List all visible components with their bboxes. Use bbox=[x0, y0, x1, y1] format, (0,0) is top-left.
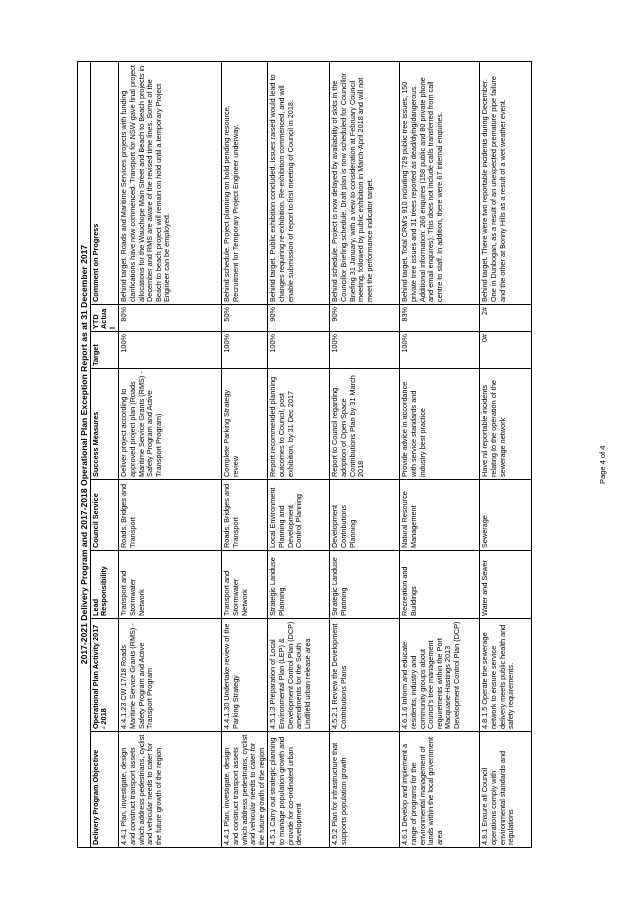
lead-cell: Recreation and Buildings bbox=[400, 551, 480, 619]
lead-cell: Strategic Landuse Planning bbox=[268, 551, 330, 619]
report-title: 2017-2021 Delivery Program and 2017-2018 Operational Plan Exception Report as at 31 December 2017 bbox=[78, 61, 91, 847]
ytd-cell: 90% bbox=[330, 305, 400, 332]
activity-cell: 4.5.2.1 Review the Development Contributions Plans bbox=[330, 619, 400, 732]
measures-cell: Report recommended planning outcomes to Council, post exhibition, by 31 Dec 2017 bbox=[268, 369, 330, 480]
lead-cell: Transport and Stormwater Network bbox=[119, 551, 222, 619]
header-row bbox=[90, 61, 119, 847]
measures-cell: Provide advice in accordance with service standards and industry best practice bbox=[400, 369, 480, 480]
service-cell: Local Environment Planning and Development Control Planning bbox=[268, 480, 330, 551]
comment-cell: Behind target. Total CRM's 910 including 729 public tree issues, 150 private tree issues and 31 trees reported as dead/dying/dangerous. Additional information: 266 enquires (158 public and 80 private phone and email enquires). This does not include calls transferred from call centre to staff. In addition, there were 67 internal enquiries. bbox=[400, 61, 480, 304]
objective-cell: 4.6.1 Develop and implement a range of programs for the environmental management of lands within the local government area bbox=[400, 732, 480, 848]
ytd-cell: 83% bbox=[400, 305, 480, 332]
col-header-objective: Delivery Program Objective bbox=[90, 732, 119, 848]
measures-cell: Complete Parking Strategy review bbox=[222, 369, 268, 480]
activity-cell: 4.4.1.30 Undertake review of the Parking Strategy bbox=[222, 619, 268, 732]
target-cell: 0# bbox=[480, 332, 532, 369]
objective-cell: 4.4.1 Plan, investigate, design and construct transport assets which address pedestrians, cyclist and vehicular needs to cater for the future growth of the region bbox=[119, 732, 222, 848]
ytd-cell: 2# bbox=[480, 305, 532, 332]
page-footer bbox=[598, 414, 618, 484]
target-cell: 100% bbox=[400, 332, 480, 369]
objective-cell: 4.5.2 Plan for infrastructure that supports population growth bbox=[330, 732, 400, 848]
objective-cell: 4.5.1 Carry out strategic planning to manage population growth and provide for co-ordinated urban development bbox=[268, 732, 330, 848]
table-row bbox=[330, 61, 400, 847]
measures-cell: Deliver project according to approved project plan (Roads Maritime Service Grants (RMS) - Safety Program and Active Transport Program) bbox=[119, 369, 222, 480]
ytd-cell: 80% bbox=[119, 305, 222, 332]
target-cell: 100% bbox=[119, 332, 222, 369]
service-cell: Roads, Bridges and Transport bbox=[222, 480, 268, 551]
measures-cell: Have nil reportable incidents relating to the operation of the sewerage network bbox=[480, 369, 532, 480]
col-header-service: Council Service bbox=[90, 480, 119, 551]
activity-cell: 4.4.1.23 CW 17/18 Roads Maritime Service Grants (RMS) - Safety Program and Active Transport Program bbox=[119, 619, 222, 732]
objective-cell: 4.4.1 Plan, investigate, design and construct transport assets which address pedestrians, cyclist and vehicular needs to cater for the future growth of the region bbox=[222, 732, 268, 848]
target-cell: 100% bbox=[268, 332, 330, 369]
comment-cell: Behind schedule. Project planning on hold pending resource. Recruitment for Temporary Project Engineer underway. bbox=[222, 61, 268, 304]
table-row bbox=[400, 61, 480, 847]
table-row bbox=[268, 61, 330, 847]
exception-report-table bbox=[77, 61, 532, 848]
service-cell: Roads, Bridges and Transport bbox=[119, 480, 222, 551]
measures-cell: Report to Council regarding adoption of Open Space Contributions Plan by 31 March 2018 bbox=[330, 369, 400, 480]
comment-cell: Behind target. There were two reportable incidents during December. One in Dunbogan, as a result of an unexpected premature pipe failure and the other at Bonny Hills as a result of a wet weather event. bbox=[480, 61, 532, 304]
lead-cell: Transport and Stormwater Network bbox=[222, 551, 268, 619]
table-row bbox=[480, 61, 532, 847]
lead-cell: Strategic Landuse Planning bbox=[330, 551, 400, 619]
activity-cell: 4.6.1.6 Inform and educate residents, industry and community groups about Council's tree management requirements within the Port Macquarie-Hastings 2013 Development Control Plan (DCP) bbox=[400, 619, 480, 732]
page-number: Page 4 of 4 bbox=[598, 445, 607, 484]
table-row bbox=[222, 61, 268, 847]
service-cell: Development Contributions Planning bbox=[330, 480, 400, 551]
service-cell: Natural Resource Management bbox=[400, 480, 480, 551]
service-cell: Sewerage bbox=[480, 480, 532, 551]
rotated-page bbox=[77, 62, 557, 848]
comment-cell: Behind target. Roads and Maritime Services projects with funding clarifications have now commenced. Transport for NSW gave final project allocations for the Wauchope Main Street and Beach to Beach projects in December and RMS are aware of the revised time lines. Some of the Beach to beach project will remain on hold until a temporary Project Engineer can be employed. bbox=[119, 61, 222, 304]
ytd-cell: 50% bbox=[222, 305, 268, 332]
col-header-target: Target bbox=[90, 332, 119, 369]
activity-cell: 4.8.1.5 Operate the sewerage network to ensure service delivery meets public health and safety requirements. bbox=[480, 619, 532, 732]
objective-cell: 4.8.1 Ensure all Council operations comply with environmental standards and regulations bbox=[480, 732, 532, 848]
col-header-lead: Lead Responsibility bbox=[90, 551, 119, 619]
comment-cell: Behind schedule. Project is now delayed by availability of slots in the Councillor Briefing schedule. Draft plan is now scheduled for Councillor Briefing 31 January, with a view to consideration at February Council meeting, followed by public exhibition in March-April 2018 and will not meet the performance indicator target. bbox=[330, 61, 400, 304]
col-header-measures: Success Measures bbox=[90, 369, 119, 480]
col-header-comment: Comment on Progress bbox=[90, 61, 119, 304]
activity-cell: 4.5.1.3 Preparation of Local Environmental Plan (LEP) & Development Control Plan (DCP) amendments for the South Lindfield urban release area bbox=[268, 619, 330, 732]
col-header-ytd: YTD Actual bbox=[90, 305, 119, 332]
lead-cell: Water and Sewer bbox=[480, 551, 532, 619]
ytd-cell: 90% bbox=[268, 305, 330, 332]
target-cell: 100% bbox=[330, 332, 400, 369]
col-header-activity: Operational Plan Activity 2017 - 2018 bbox=[90, 619, 119, 732]
table-row bbox=[119, 61, 222, 847]
target-cell: 100% bbox=[222, 332, 268, 369]
comment-cell: Behind target. Public exhibition concluded. Issues raised would lead to changes requiring re-exhibition. Re-exhibition commenced, and will enable submission of report to first meeting of Council in 2018. bbox=[268, 61, 330, 304]
